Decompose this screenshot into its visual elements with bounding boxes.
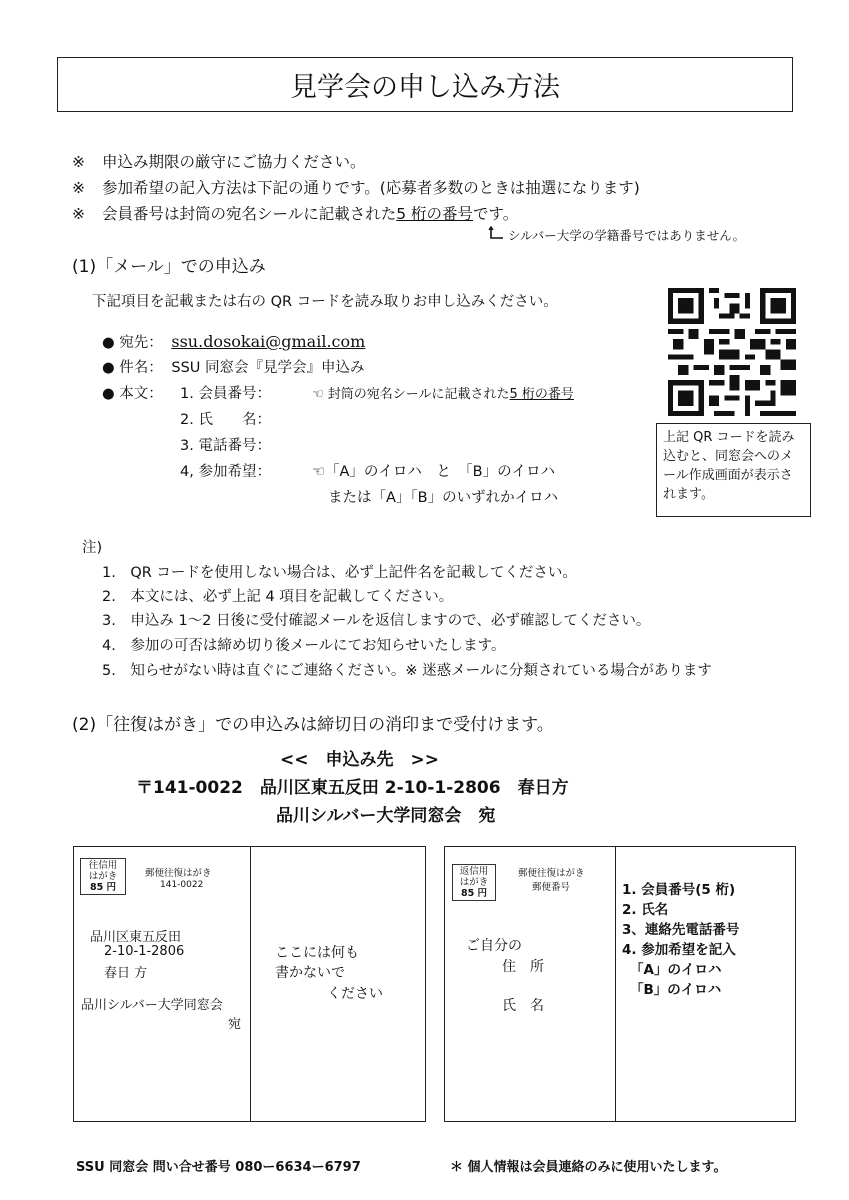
title-text: 見学会の申し込み方法 xyxy=(290,72,560,103)
zip-code: 141-0022 xyxy=(160,880,204,890)
qr-caption: 上記 QR コードを読み込むと、同窓会へのメール作成画面が表示されます。 xyxy=(656,423,811,517)
dest-heading: << 申込み先 >> xyxy=(280,750,439,770)
email-section-heading: (1)「メール」での申込み xyxy=(72,257,266,277)
body-item-3: 3. 電話番号： xyxy=(180,438,271,454)
note-text: 申込み期限の厳守にご協力ください。 xyxy=(102,153,366,171)
bullet-body xyxy=(102,382,163,403)
email-intro: 下記項目を記載または右の QR コードを読み取りお申し込みください。 xyxy=(92,294,558,310)
blank-note-2: 書かないで xyxy=(275,965,345,981)
post-label-2: 郵便番号 xyxy=(532,882,571,893)
reply-list-item: 3、連絡先電話番号 xyxy=(622,922,740,938)
notes-item-3: 3. 申込み 1〜2 日後に受付確認メールを返信しますので、必ず確認してください。 xyxy=(102,613,651,629)
stamp-text: 返信用 xyxy=(459,866,489,877)
addr-line-1: 品川区東五反田 xyxy=(90,930,182,945)
note-sub-text: シルバー大学の学籍番号ではありません。 xyxy=(507,228,746,243)
corner-arrow-icon xyxy=(488,226,504,242)
hint-underline: 5 桁の番号 xyxy=(509,387,574,402)
footer-privacy: ＊ 個人情報は会員連絡のみに使用いたします。 xyxy=(450,1160,727,1175)
post-label: 郵便往復はがき xyxy=(518,868,585,879)
notes-item-1: 1. QR コードを使用しない場合は、必ず上記件名を記載してください。 xyxy=(102,565,577,581)
notes-item-2: 2. 本文には、必ず上記 4 項目を記載してください。 xyxy=(102,589,454,605)
bullet-to xyxy=(102,331,365,352)
bullet-icon: ● xyxy=(102,335,120,351)
note-mark: ※ xyxy=(72,205,85,223)
stamp-text: はがき xyxy=(88,871,118,882)
subject-label: 件名： xyxy=(119,360,163,376)
addr-line-3: 春日 方 xyxy=(104,966,148,981)
blank-note-3: ください xyxy=(327,986,383,1002)
note-mark: ※ xyxy=(72,179,85,197)
notes-item-4: 4. 参加の可否は締め切り後メールにてお知らせいたします。 xyxy=(102,638,506,654)
note-1 xyxy=(72,150,366,172)
footer-contact: SSU 同窓会 問い合せ番号 080ー6634ー6797 xyxy=(76,1160,361,1175)
stamp-text: 85 円 xyxy=(460,888,488,899)
hint-text: ☜ 封筒の宛名シールに記載された xyxy=(312,387,510,402)
reply-list-item: 2. 氏名 xyxy=(622,902,669,918)
postcard-reply xyxy=(444,846,796,1122)
reply-list-item: 4. 参加希望を記入 xyxy=(622,942,736,958)
postcard-section-heading: (2)「往復はがき」での申込みは締切日の消印まで受付けます。 xyxy=(72,715,554,735)
dest-address: 〒141-0022 品川区東五反田 2-10-1-2806 春日方 xyxy=(136,778,569,798)
blank-note-1: ここには何も xyxy=(275,945,359,961)
note-3 xyxy=(72,202,518,224)
qr-code-icon[interactable] xyxy=(668,288,796,416)
stamp-text: はがき xyxy=(459,877,489,888)
bullet-icon: ● xyxy=(102,360,120,376)
addr-line-2: 2-10-1-2806 xyxy=(104,944,185,959)
own-label-3: 氏 名 xyxy=(502,998,544,1014)
body-item-4-hint-1: ☜「A」のイロハ と 「B」のイロハ xyxy=(312,464,556,480)
notes-item-5: 5. 知らせがない時は直ぐにご連絡ください。※ 迷惑メールに分類されている場合があります xyxy=(102,663,712,679)
body-item-4: 4, 参加希望： xyxy=(180,464,271,480)
body-item-1-hint xyxy=(312,383,574,402)
stamp-text: 85 円 xyxy=(89,882,117,893)
recipient-suffix: 宛 xyxy=(228,1017,242,1032)
email-address-link[interactable]: ssu.dosokai@gmail.com xyxy=(171,332,366,351)
note-mark: ※ xyxy=(72,153,85,171)
note-2 xyxy=(72,176,640,198)
subject-value: SSU 同窓会『見学会』申込み xyxy=(171,360,365,376)
body-item-4-hint-2: または「A」「B」のいずれかイロハ xyxy=(328,490,559,506)
bullet-icon: ● xyxy=(102,386,120,402)
stamp-reply xyxy=(452,864,496,901)
note-text-end: です。 xyxy=(473,205,519,223)
own-label-1: ご自分の xyxy=(466,938,522,954)
page-title xyxy=(57,57,793,112)
to-label: 宛先： xyxy=(119,335,163,351)
reply-list-item: 1. 会員番号(5 桁) xyxy=(622,882,736,898)
body-label: 本文： xyxy=(119,386,163,402)
postcard-divider xyxy=(615,846,616,1122)
own-label-2: 住 所 xyxy=(502,959,544,975)
bullet-subject xyxy=(102,356,365,377)
post-label: 郵便往復はがき xyxy=(145,868,212,879)
dest-name: 品川シルバー大学同窓会 宛 xyxy=(276,806,496,826)
notes-heading: 注) xyxy=(82,540,103,556)
note-underline-text: 5 桁の番号 xyxy=(396,205,473,223)
stamp-outgoing xyxy=(80,858,126,895)
note-text: 会員番号は封筒の宛名シールに記載された xyxy=(102,205,397,223)
reply-list-item: 「A」のイロハ xyxy=(630,962,722,978)
note-text: 参加希望の記入方法は下記の通りです。(応募者多数のときは抽選になります) xyxy=(102,179,640,197)
postcard-divider xyxy=(250,846,251,1122)
reply-list-item: 「B」のイロハ xyxy=(630,982,722,998)
recipient: 品川シルバー大学同窓会 xyxy=(81,998,223,1013)
note-sub xyxy=(488,226,745,244)
body-item-2: 2. 氏 名： xyxy=(180,412,271,428)
stamp-text: 往信用 xyxy=(88,860,118,871)
body-item-1: 1. 会員番号： xyxy=(180,386,271,402)
